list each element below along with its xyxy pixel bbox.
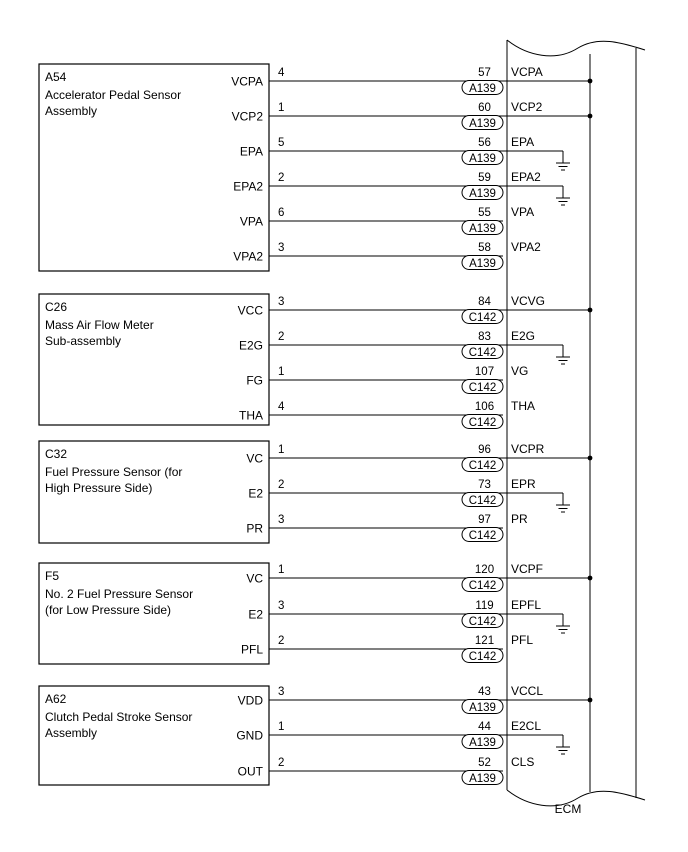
sensor-pin-name: PR bbox=[246, 521, 263, 536]
component-name-line: (for Low Pressure Side) bbox=[45, 603, 172, 617]
ecm-pin-number: 83 bbox=[478, 331, 491, 343]
wire-pin-number: 2 bbox=[278, 172, 285, 184]
wire-pin-number: 1 bbox=[278, 102, 285, 114]
ecm-pin-number: 59 bbox=[478, 172, 491, 184]
sensor-pin-name: E2 bbox=[248, 486, 263, 501]
signal-row bbox=[233, 170, 563, 200]
signal-row bbox=[246, 442, 592, 472]
ecm-pin-number: 121 bbox=[474, 635, 495, 647]
ecm-terminal-name: E2CL bbox=[511, 719, 542, 733]
wire-pin-number: 2 bbox=[278, 479, 285, 491]
wire-pin-number: 2 bbox=[278, 635, 285, 647]
component-id: C32 bbox=[45, 447, 68, 461]
component-id: C26 bbox=[45, 300, 68, 314]
ecm-terminal-name: VCVG bbox=[511, 294, 546, 308]
component-name-line: Mass Air Flow Meter bbox=[45, 318, 154, 332]
component-name-line: Clutch Pedal Stroke Sensor bbox=[45, 710, 193, 724]
bus-junction-dot bbox=[588, 456, 593, 461]
signal-row bbox=[240, 135, 563, 165]
ecm-terminal-name: PFL bbox=[511, 633, 534, 647]
component-id: F5 bbox=[45, 569, 60, 583]
signal-row bbox=[246, 364, 528, 394]
sensor-pin-name: VDD bbox=[237, 693, 263, 708]
ecm-label: ECM bbox=[554, 802, 582, 816]
wire-pin-number: 6 bbox=[278, 207, 285, 219]
component-c32 bbox=[39, 441, 592, 543]
wire-pin-number: 4 bbox=[278, 67, 285, 79]
sensor-pin-name: E2G bbox=[238, 338, 263, 353]
sensor-pin-name: GND bbox=[236, 728, 263, 743]
ground-symbol-icon bbox=[556, 151, 570, 170]
component-name-line: Sub-assembly bbox=[45, 334, 122, 348]
signal-row bbox=[246, 562, 592, 592]
connector-code: C142 bbox=[468, 382, 497, 394]
signal-row bbox=[239, 399, 535, 429]
sensor-pin-name: VPA2 bbox=[233, 249, 263, 264]
ecm-pin-number: 55 bbox=[478, 207, 491, 219]
ecm-pin-number: 120 bbox=[474, 564, 495, 576]
ecm-pin-number: 58 bbox=[478, 242, 491, 254]
connector-code: C142 bbox=[468, 495, 497, 507]
sensor-pin-name: VC bbox=[246, 451, 263, 466]
wire-pin-number: 3 bbox=[278, 296, 285, 308]
ecm-pin-number: 106 bbox=[474, 401, 495, 413]
sensor-pin-name: VPA bbox=[239, 214, 263, 229]
connector-code: A139 bbox=[469, 83, 496, 95]
ecm-terminal-name: VPA2 bbox=[511, 240, 541, 254]
component-id: A54 bbox=[45, 70, 67, 84]
ecm-terminal-name: VCCL bbox=[511, 684, 544, 698]
sensor-pin-name: VCC bbox=[237, 303, 263, 318]
signal-row bbox=[248, 477, 563, 507]
sensor-pin-name: PFL bbox=[240, 642, 263, 657]
ecm-terminal-name: E2G bbox=[511, 329, 536, 343]
wire-pin-number: 3 bbox=[278, 600, 285, 612]
connector-code: C142 bbox=[468, 580, 497, 592]
wire-pin-number: 1 bbox=[278, 444, 285, 456]
component-f5 bbox=[39, 562, 592, 664]
wire-pin-number: 4 bbox=[278, 401, 285, 413]
signal-row bbox=[238, 294, 593, 324]
wire-pin-number: 3 bbox=[278, 686, 285, 698]
bus-junction-dot bbox=[588, 114, 593, 119]
bus-junction-dot bbox=[588, 698, 593, 703]
ecm-terminal-name: EPA2 bbox=[511, 170, 541, 184]
sensor-pin-name: EPA bbox=[239, 144, 263, 159]
ecm-terminal-name: VCPR bbox=[511, 442, 545, 456]
signal-row bbox=[239, 329, 563, 359]
ecm-pin-number: 84 bbox=[478, 296, 491, 308]
sensor-pin-name: E2 bbox=[248, 607, 263, 622]
bus-junction-dot bbox=[588, 79, 593, 84]
ecm-terminal-name: THA bbox=[511, 399, 535, 413]
signal-row bbox=[236, 719, 563, 749]
sensor-pin-name: VC bbox=[246, 571, 263, 586]
wire-pin-number: 3 bbox=[278, 242, 285, 254]
wire-pin-number: 2 bbox=[278, 757, 285, 769]
components bbox=[39, 64, 592, 785]
ecm-pin-number: 52 bbox=[478, 757, 491, 769]
connector-code: C142 bbox=[468, 312, 497, 324]
signal-row bbox=[231, 65, 592, 95]
component-name-line: Fuel Pressure Sensor (for bbox=[45, 465, 183, 479]
ecm-terminal-name: VPA bbox=[511, 205, 535, 219]
ecm-terminal-name: VCP2 bbox=[511, 100, 543, 114]
connector-code: C142 bbox=[468, 460, 497, 472]
sensor-pin-name: EPA2 bbox=[233, 179, 263, 194]
ecm-pin-number: 96 bbox=[478, 444, 491, 456]
ecm-terminal-name: EPA bbox=[511, 135, 535, 149]
wire-pin-number: 1 bbox=[278, 366, 285, 378]
wire-pin-number: 2 bbox=[278, 331, 285, 343]
connector-code: A139 bbox=[469, 773, 496, 785]
ground-symbol-icon bbox=[556, 345, 570, 364]
ecm-pin-number: 44 bbox=[478, 721, 491, 733]
ecm-pin-number: 119 bbox=[475, 600, 494, 612]
connector-code: C142 bbox=[468, 616, 497, 628]
component-box bbox=[39, 294, 269, 425]
ecm-terminal-name: VCPF bbox=[511, 562, 544, 576]
ecm-terminal-name: EPR bbox=[511, 477, 536, 491]
connector-code: A139 bbox=[469, 702, 496, 714]
bus-junction-dot bbox=[588, 576, 593, 581]
wire-pin-number: 1 bbox=[278, 564, 285, 576]
component-name-line: Accelerator Pedal Sensor bbox=[45, 88, 182, 102]
connector-code: C142 bbox=[468, 651, 497, 663]
signal-row bbox=[240, 205, 534, 235]
ground-symbol-icon bbox=[556, 614, 570, 633]
component-a62 bbox=[39, 684, 592, 785]
signal-row bbox=[241, 633, 533, 663]
ground-symbol-icon bbox=[556, 186, 570, 205]
sensor-pin-name: VCPA bbox=[231, 74, 263, 89]
component-name-line: Assembly bbox=[45, 104, 98, 118]
ecm-pin-number: 56 bbox=[478, 137, 491, 149]
ecm-terminal-name: VG bbox=[511, 364, 529, 378]
component-id: A62 bbox=[45, 692, 67, 706]
sensor-pin-name: FG bbox=[246, 373, 263, 388]
signal-row bbox=[232, 100, 593, 130]
ecm-pin-number: 43 bbox=[478, 686, 491, 698]
ground-symbol-icon bbox=[556, 735, 570, 754]
component-name-line: Assembly bbox=[45, 726, 98, 740]
ecm-terminal-name: CLS bbox=[511, 755, 535, 769]
connector-code: A139 bbox=[469, 153, 496, 165]
connector-code: A139 bbox=[469, 188, 496, 200]
signal-row bbox=[238, 684, 593, 714]
connector-code: C142 bbox=[468, 347, 497, 359]
connector-code: A139 bbox=[469, 737, 496, 749]
sensor-pin-name: VCP2 bbox=[231, 109, 263, 124]
signal-row bbox=[248, 598, 563, 628]
connector-code: C142 bbox=[468, 417, 497, 429]
wire-pin-number: 1 bbox=[278, 721, 285, 733]
component-a54 bbox=[39, 64, 592, 271]
ecm-pin-number: 60 bbox=[478, 102, 491, 114]
component-c26 bbox=[39, 294, 592, 429]
connector-code: C142 bbox=[468, 530, 497, 542]
wire-pin-number: 5 bbox=[278, 137, 285, 149]
ecm-pin-number: 97 bbox=[478, 514, 491, 526]
connector-code: A139 bbox=[469, 258, 496, 270]
component-name-line: High Pressure Side) bbox=[45, 481, 153, 495]
ecm-terminal-name: VCPA bbox=[511, 65, 543, 79]
signal-row bbox=[233, 240, 541, 270]
ecm-terminal-name: PR bbox=[511, 512, 528, 526]
connector-code: A139 bbox=[469, 118, 496, 130]
ecm-pin-number: 107 bbox=[474, 366, 495, 378]
sensor-pin-name: THA bbox=[239, 408, 263, 423]
signal-row bbox=[246, 512, 528, 542]
ground-symbol-icon bbox=[556, 493, 570, 512]
signal-row bbox=[238, 755, 535, 785]
bus-junction-dot bbox=[588, 308, 593, 313]
ecm-pin-number: 57 bbox=[478, 67, 491, 79]
connector-code: A139 bbox=[469, 223, 496, 235]
component-name-line: No. 2 Fuel Pressure Sensor bbox=[45, 587, 194, 601]
ecm-terminal-name: EPFL bbox=[511, 598, 542, 612]
sensor-pin-name: OUT bbox=[237, 764, 263, 779]
wire-pin-number: 3 bbox=[278, 514, 285, 526]
ecm-pin-number: 73 bbox=[478, 479, 491, 491]
